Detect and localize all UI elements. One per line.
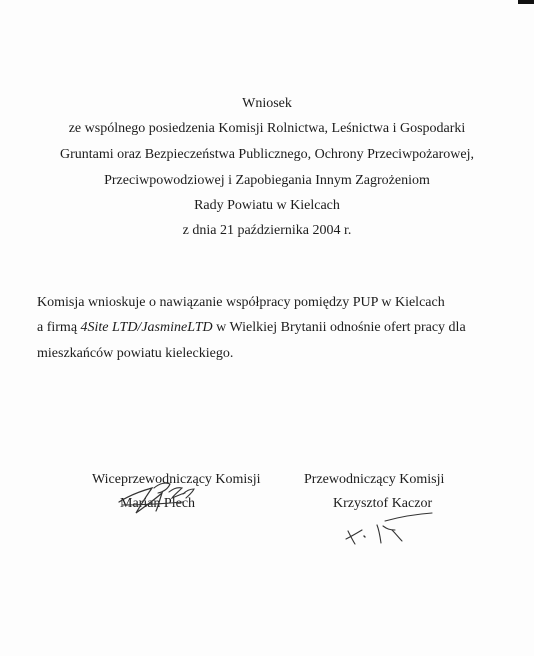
right-signatory-title: Przewodniczący Komisji <box>304 472 445 487</box>
body-line-1: Komisja wnioskuje o nawiązanie współpracy pomiędzy PUP w Kielcach <box>37 295 445 310</box>
document-title: Wniosek <box>242 96 292 111</box>
header-line-3: Przeciwpowodziowej i Zapobiegania Innym Zagrożeniom <box>104 173 430 188</box>
body-line-2-prefix: a firmą <box>37 320 81 335</box>
header-line-1: ze wspólnego posiedzenia Komisji Rolnictwa, Leśnictwa i Gospodarki <box>68 121 466 136</box>
left-signatory-name: Marian Plech <box>120 496 196 511</box>
body-line-3: mieszkańców powiatu kieleckiego. <box>37 346 234 361</box>
company-name: 4Site LTD/JasmineLTD <box>80 320 213 335</box>
left-signatory-title: Wiceprzewodniczący Komisji <box>92 472 261 487</box>
header-line-2: Gruntami oraz Bezpieczeństwa Publicznego, Ochrony Przeciwpożarowej, <box>59 147 474 162</box>
document-date: z dnia 21 października 2004 r. <box>182 223 352 238</box>
right-signatory-name: Krzysztof Kaczor <box>333 496 433 511</box>
body-line-2-suffix: w Wielkiej Brytanii odnośnie ofert pracy dla <box>212 320 466 335</box>
scan-mark <box>518 0 534 4</box>
body-line-2 <box>37 321 466 335</box>
header-line-4: Rady Powiatu w Kielcach <box>194 198 340 213</box>
